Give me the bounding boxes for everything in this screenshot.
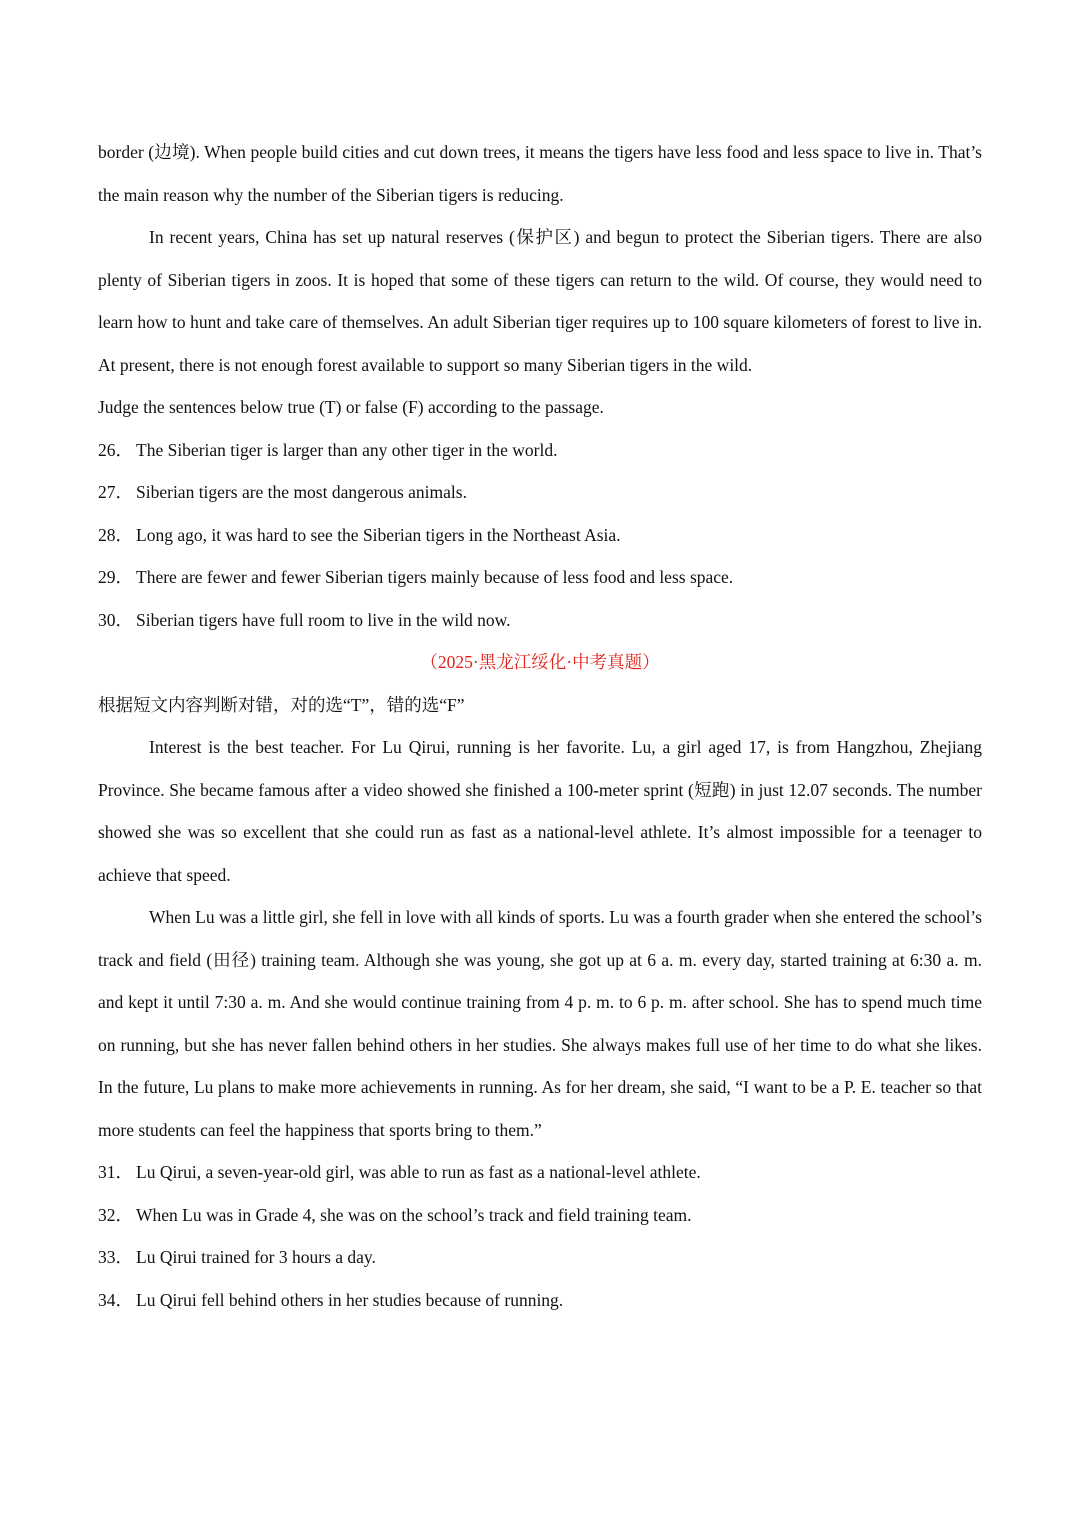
question-item	[98, 599, 982, 642]
question-text: Long ago, it was hard to see the Siberian tigers in the Northeast Asia.	[136, 524, 621, 545]
question-number: 29．	[98, 567, 133, 587]
question-text: Lu Qirui, a seven-year-old girl, was able to run as fast as a national-level athlete.	[136, 1162, 701, 1182]
passage1-paragraph-end: border (边境). When people build cities and cut down trees, it means the tigers have less food and less space to live in. That’s the main reason why the number of the Siberian tigers is reducing.	[98, 142, 982, 205]
passage1-paragraph-reserves: In recent years, China has set up natural reserves (保护区) and begun to protect the Siberian tigers. There are also plenty of Siberian tigers in zoos. It is hoped that some of these tigers can return to the wild. Of course, they would need to learn how to hunt and take care of themselves. An adult Siberian tiger requires up to 100 square kilometers of forest to live in. At present, there is not enough forest available to support so many Siberian tigers in the wild.	[98, 227, 982, 375]
question-number: 32．	[98, 1204, 133, 1225]
question-number: 31．	[98, 1162, 133, 1182]
question-number: 26．	[98, 439, 133, 460]
question-text: When Lu was in Grade 4, she was on the school’s track and field training team.	[136, 1204, 692, 1225]
question-item	[98, 1236, 982, 1279]
question-item	[98, 1194, 982, 1237]
question-number: 28．	[98, 524, 133, 545]
instruction-true-false: Judge the sentences below true (T) or false (F) according to the passage.	[98, 397, 604, 417]
passage2-paragraph-1: Interest is the best teacher. For Lu Qirui, running is her favorite. Lu, a girl aged 17, is from Hangzhou, Zhejiang Province. She became famous after a video showed she finished a 100-meter sprint (短跑) in just 12.07 seconds. The number showed she was so excellent that she could run as fast as a national-level athlete. It’s almost impossible for a teenager to achieve that speed.	[98, 737, 982, 885]
document-page	[98, 131, 982, 1321]
question-text: The Siberian tiger is larger than any other tiger in the world.	[136, 439, 558, 460]
instruction-chinese: 根据短文内容判断对错，对的选“T”，错的选“F”	[98, 694, 465, 715]
question-list-1	[98, 429, 982, 642]
question-number: 27．	[98, 482, 133, 502]
question-item	[98, 429, 982, 472]
passage2-paragraph-2: When Lu was a little girl, she fell in love with all kinds of sports. Lu was a fourth grader when she entered the school’s track and field (田径) training team. Although she was young, she got up at 6 a. m. every day, started training at 6:30 a. m. and kept it until 7:30 a. m. And she would continue training from 4 p. m. to 6 p. m. after school. She has to spend much time on running, but she has never fallen behind others in her studies. She always makes full use of her time to do what she likes. In the future, Lu plans to make more achievements in running. As for her dream, she said, “I want to be a P. E. teacher so that more students can feel the happiness that sports bring to them.”	[98, 907, 982, 1140]
question-number: 33．	[98, 1247, 133, 1267]
question-number: 34．	[98, 1289, 133, 1310]
question-text: Lu Qirui fell behind others in her studies because of running.	[136, 1289, 564, 1310]
question-item	[98, 471, 982, 514]
question-item	[98, 556, 982, 599]
question-text: Siberian tigers have full room to live in the wild now.	[136, 609, 511, 630]
question-text: Lu Qirui trained for 3 hours a day.	[136, 1247, 376, 1267]
question-text: Siberian tigers are the most dangerous animals.	[136, 482, 467, 502]
question-text: There are fewer and fewer Siberian tigers mainly because of less food and less space.	[136, 567, 734, 587]
question-item	[98, 1151, 982, 1194]
question-number: 30．	[98, 609, 133, 630]
question-item	[98, 1279, 982, 1322]
exam-source-label: （2025·黑龙江绥化·中考真题）	[420, 652, 660, 672]
question-item	[98, 514, 982, 557]
question-list-2	[98, 1151, 982, 1321]
